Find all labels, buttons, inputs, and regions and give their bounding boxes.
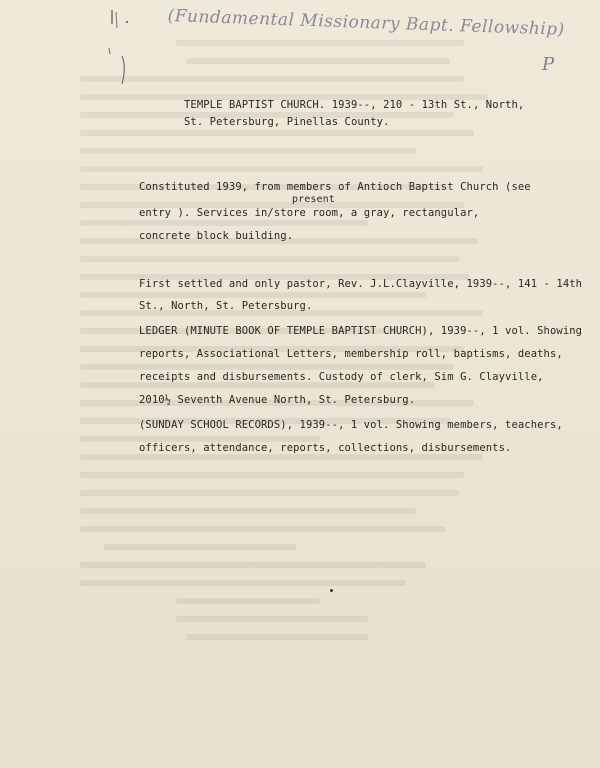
handwritten-annotation: (Fundamental Missionary Bapt. Fellowship) bbox=[167, 6, 566, 40]
paragraph1-line-1: Constituted 1939, from members of Antioch Baptist Church (see bbox=[139, 181, 531, 193]
ledger-line-1: LEDGER (MINUTE BOOK OF TEMPLE BAPTIST CHURCH), 1939--, 1 vol. Showing bbox=[139, 325, 583, 337]
paragraph2-line-2: St., North, St. Petersburg. bbox=[139, 300, 313, 312]
heading-line-1: TEMPLE BAPTIST CHURCH. 1939--, 210 - 13th St., North, bbox=[184, 99, 525, 111]
paragraph2-line-1: First settled and only pastor, Rev. J.L.Clayville, 1939--, 141 - 14th bbox=[139, 278, 583, 290]
paragraph1-line-2: entry ). Services in/store room, a gray, rectangular, bbox=[139, 207, 480, 219]
ledger-line-3: receipts and disbursements. Custody of clerk, Sim G. Clayville, bbox=[139, 371, 544, 383]
sunday-school-line-1: (SUNDAY SCHOOL RECORDS), 1939--, 1 vol. Showing members, teachers, bbox=[139, 419, 563, 431]
paragraph1-line-3: concrete block building. bbox=[139, 230, 294, 242]
ledger-line-4: 2010½ Seventh Avenue North, St. Petersburg. bbox=[139, 394, 416, 406]
paragraph1-insert: present bbox=[292, 194, 335, 205]
heading-line-2: St. Petersburg, Pinellas County. bbox=[184, 116, 390, 128]
sunday-school-line-2: officers, attendance, reports, collections, disbursements. bbox=[139, 442, 512, 454]
handwritten-page-mark: P bbox=[542, 54, 555, 75]
ledger-line-2: reports, Associational Letters, membership roll, baptisms, deaths, bbox=[139, 348, 563, 360]
margin-pencil-marks bbox=[104, 4, 134, 94]
ink-speck bbox=[330, 589, 333, 592]
